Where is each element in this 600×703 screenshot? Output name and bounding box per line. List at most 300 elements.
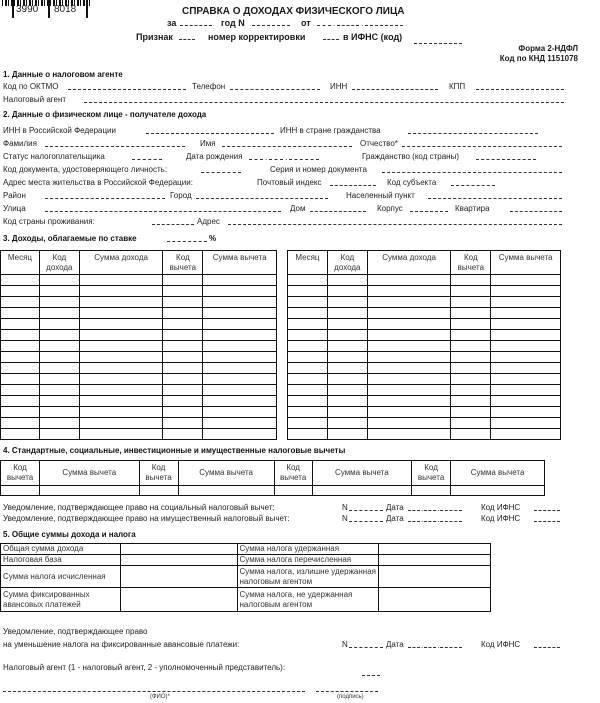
cell[interactable] [1,363,40,374]
cell[interactable] [288,352,328,363]
cell[interactable] [178,486,274,496]
birth-date-field[interactable]: . . [249,152,319,162]
tax-not-withheld-label: Сумма налога, не удержанная налоговым агентом [237,588,379,612]
inn-citizenship-field[interactable] [408,126,538,136]
cell[interactable] [367,407,451,418]
table-row[interactable] [288,374,561,385]
barcode-edge [12,0,14,18]
col-income-code: Код дохода [327,251,367,275]
cell[interactable] [39,330,79,341]
cell[interactable] [367,297,451,308]
property-n-field[interactable] [349,514,383,524]
cell[interactable] [203,363,277,374]
cell[interactable] [451,407,491,418]
advance-date-label: Дата [386,640,404,649]
table-row[interactable] [288,418,561,429]
advance-n-label: N [342,640,348,649]
doc-code-label: Код документа, удостоверяющего личность: [3,165,168,174]
table-row[interactable] [1,275,277,286]
cell[interactable] [203,374,277,385]
doc-code-field[interactable] [201,165,241,175]
totals-table [0,543,491,612]
advance-ifns-field[interactable] [534,640,560,650]
cell[interactable] [288,286,328,297]
cell[interactable] [288,407,328,418]
cell[interactable] [79,297,163,308]
table-row[interactable] [1,363,277,374]
cell[interactable] [451,429,491,440]
table-row[interactable] [288,407,561,418]
phone-field[interactable] [230,82,320,92]
tax-calculated-label: Сумма налога исчисленная [1,566,121,588]
cell[interactable] [203,341,277,352]
cell[interactable] [79,286,163,297]
cell[interactable] [491,308,561,319]
cell[interactable] [451,396,491,407]
cell[interactable] [1,308,40,319]
tax-base-value[interactable] [120,555,237,566]
cell[interactable] [451,341,491,352]
cell[interactable] [163,330,203,341]
cell[interactable] [367,308,451,319]
cell[interactable] [1,275,40,286]
cell[interactable] [491,407,561,418]
table-row[interactable] [288,341,561,352]
doc-series-label: Серия и номер документа [270,165,367,174]
oktmo-label: Код по ОКТМО [3,82,59,91]
table-row[interactable] [288,363,561,374]
table-row[interactable] [1,418,277,429]
table-row[interactable] [288,319,561,330]
header-za-label: за [167,18,177,28]
advance-notice-label-2: на уменьшение налога на фиксированные авансовые платежи: [3,640,240,649]
col-deduction-code: Код вычета [412,461,451,486]
cell[interactable] [367,374,451,385]
cell[interactable] [451,486,545,496]
header-ifns-label: в ИФНС (код) [343,32,403,42]
doc-series-field[interactable] [382,165,562,175]
col-deduction-code: Код вычета [1,461,40,486]
cell[interactable] [39,286,79,297]
cell[interactable] [203,330,277,341]
cell[interactable] [79,385,163,396]
cell[interactable] [1,330,40,341]
cell[interactable] [367,330,451,341]
cell[interactable] [1,385,40,396]
cell[interactable] [163,275,203,286]
phone-label: Телефон [192,82,226,91]
cell[interactable] [367,429,451,440]
building-label: Корпус [377,204,403,213]
agent-inn-field[interactable] [352,82,438,92]
correction-field[interactable] [323,32,339,42]
table-row[interactable] [288,275,561,286]
cell[interactable] [327,418,367,429]
cell[interactable] [203,297,277,308]
section-2-title: 2. Данные о физическом лице - получателе дохода [3,110,207,119]
col-month: Месяц [1,251,40,275]
cell[interactable] [327,297,367,308]
section-3-title: 3. Доходы, облагаемые по ставке [3,234,137,243]
cell[interactable] [288,275,328,286]
cell[interactable] [79,308,163,319]
advance-n-field[interactable] [349,640,383,650]
table-row[interactable] [1,374,277,385]
property-ifns-label: Код ИФНС [481,514,521,523]
tax-not-withheld-value[interactable] [379,588,491,612]
cell[interactable] [367,352,451,363]
cell[interactable] [491,319,561,330]
cell[interactable] [39,429,79,440]
cell[interactable] [451,297,491,308]
cell[interactable] [1,341,40,352]
tax-overwithheld-value[interactable] [379,566,491,588]
cell[interactable] [39,385,79,396]
cell[interactable] [327,396,367,407]
table-row[interactable] [288,429,561,440]
fixed-advance-value[interactable] [120,588,237,612]
barcode-number-right: 8018 [54,4,77,15]
cell[interactable] [451,330,491,341]
tax-overwithheld-label: Сумма налога, излишне удержанная налоговым агентом [237,566,379,588]
oktmo-field[interactable] [68,82,186,92]
country-code-field[interactable] [152,217,194,227]
table-row[interactable] [288,396,561,407]
table-row[interactable] [288,330,561,341]
advance-date-field[interactable]: . . [408,640,462,650]
cell[interactable] [79,341,163,352]
cell[interactable] [163,385,203,396]
cell[interactable] [203,308,277,319]
cell[interactable] [79,374,163,385]
cell[interactable] [367,385,451,396]
birth-date-label: Дата рождения [186,152,243,161]
name-label: Имя [200,139,216,148]
cell[interactable] [491,418,561,429]
cell[interactable] [79,429,163,440]
apartment-label: Квартира [455,204,490,213]
cell[interactable] [203,286,277,297]
cell[interactable] [203,418,277,429]
cell[interactable] [79,275,163,286]
cell[interactable] [367,418,451,429]
col-income-sum: Сумма дохода [79,251,163,275]
citizenship-field[interactable] [476,152,536,162]
cell[interactable] [288,341,328,352]
cell[interactable] [1,319,40,330]
cell[interactable] [39,352,79,363]
tax-rate-field[interactable] [167,234,207,244]
cell[interactable] [203,319,277,330]
cell[interactable] [79,330,163,341]
signature-field[interactable] [316,684,378,694]
header-sign-label: Признак [136,32,173,42]
cell[interactable] [451,385,491,396]
cell[interactable] [39,363,79,374]
ifns-code-field[interactable] [414,36,462,46]
tax-withheld-label: Сумма налога удержанная [237,544,379,555]
cell[interactable] [288,396,328,407]
percent-sign: % [209,234,217,243]
cell[interactable] [39,275,79,286]
period-field[interactable] [180,18,212,28]
col-deduction-sum: Сумма вычета [451,461,545,486]
cell[interactable] [203,275,277,286]
table-row[interactable] [288,286,561,297]
cell[interactable] [79,407,163,418]
table-row[interactable] [1,486,545,496]
cell[interactable] [288,418,328,429]
cell[interactable] [163,352,203,363]
cell[interactable] [327,275,367,286]
cell[interactable] [451,374,491,385]
cell[interactable] [491,297,561,308]
cell[interactable] [451,352,491,363]
property-ifns-field[interactable] [534,514,560,524]
cell[interactable] [327,286,367,297]
region-code-field[interactable] [451,178,495,188]
cell[interactable] [39,407,79,418]
total-income-label: Общая сумма дохода [1,544,121,555]
table-row[interactable] [1,352,277,363]
social-date-field[interactable]: . . [408,503,462,513]
cell[interactable] [367,286,451,297]
name-field[interactable] [222,139,352,149]
cell[interactable] [163,363,203,374]
region-code-label: Код субъекта [387,178,437,187]
table-row[interactable] [1,429,277,440]
cell[interactable] [39,396,79,407]
cell[interactable] [367,363,451,374]
agent-type-field[interactable] [362,668,380,678]
cell[interactable] [451,308,491,319]
fio-caption: (ФИО)* [150,694,170,700]
cell[interactable] [491,286,561,297]
cell[interactable] [288,385,328,396]
cell[interactable] [491,352,561,363]
cell[interactable] [367,396,451,407]
cell[interactable] [1,374,40,385]
cell[interactable] [203,352,277,363]
cell[interactable] [39,319,79,330]
postal-code-field[interactable] [330,178,376,188]
cell[interactable] [39,297,79,308]
cell[interactable] [367,319,451,330]
address-field[interactable] [228,217,562,227]
cell[interactable] [491,341,561,352]
fixed-advance-label: Сумма фиксированных авансовых платежей [1,588,121,612]
cell[interactable] [163,407,203,418]
table-row [1,566,491,588]
tax-transferred-value[interactable] [379,555,491,566]
property-date-field[interactable]: . . [408,514,462,524]
building-field[interactable] [410,204,448,214]
total-income-value[interactable] [120,544,237,555]
advance-notice-label-1: Уведомление, подтверждающее право [3,627,148,636]
cell[interactable] [203,396,277,407]
cell[interactable] [1,486,40,496]
table-row[interactable] [288,385,561,396]
social-n-label: N [342,503,348,512]
col-deduction-code: Код вычета [274,461,312,486]
table-row[interactable] [1,396,277,407]
cell[interactable] [274,486,312,496]
col-deduction-code: Код вычета [139,461,178,486]
header-correction-label: номер корректировки [208,32,306,42]
cell[interactable] [203,429,277,440]
cell[interactable] [139,486,178,496]
cell[interactable] [163,308,203,319]
cell[interactable] [203,385,277,396]
table-row[interactable] [1,385,277,396]
cell[interactable] [39,308,79,319]
form-name: Форма 2-НДФЛ [518,44,578,53]
cell[interactable] [451,418,491,429]
cell[interactable] [1,297,40,308]
table-row[interactable] [1,319,277,330]
col-deduction-sum: Сумма вычета [491,251,561,275]
inn-rf-field[interactable] [146,126,274,136]
cell[interactable] [288,308,328,319]
cell[interactable] [288,363,328,374]
col-deduction-sum: Сумма вычета [40,461,139,486]
cell[interactable] [163,319,203,330]
table-row[interactable] [288,297,561,308]
cell[interactable] [288,330,328,341]
cell[interactable] [327,319,367,330]
cell[interactable] [491,374,561,385]
cell[interactable] [327,407,367,418]
locality-field[interactable] [428,191,562,201]
table-row[interactable] [1,407,277,418]
table-row [1,544,491,555]
sign-field[interactable] [179,32,195,42]
kpp-field[interactable] [476,82,564,92]
cell[interactable] [39,418,79,429]
cell[interactable] [1,407,40,418]
fio-field[interactable] [3,684,305,694]
country-code-label: Код страны проживания: [3,217,95,226]
cell[interactable] [491,363,561,374]
agent-inn-label: ИНН [330,82,348,91]
table-header [1,461,545,486]
col-deduction-sum: Сумма вычета [312,461,411,486]
taxpayer-status-label: Статус налогоплательщика [3,152,105,161]
cell[interactable] [79,319,163,330]
city-field[interactable] [196,191,328,201]
cell[interactable] [288,429,328,440]
cell[interactable] [451,363,491,374]
cell[interactable] [412,486,451,496]
cell[interactable] [163,374,203,385]
cell[interactable] [79,352,163,363]
cell[interactable] [367,275,451,286]
cell[interactable] [491,385,561,396]
cell[interactable] [163,418,203,429]
cell[interactable] [327,363,367,374]
cell[interactable] [327,308,367,319]
col-deduction-code: Код вычета [451,251,491,275]
cell[interactable] [327,352,367,363]
table-row[interactable] [1,297,277,308]
cell[interactable] [203,407,277,418]
cell[interactable] [491,330,561,341]
cell[interactable] [327,429,367,440]
table-row[interactable] [288,352,561,363]
cell[interactable] [1,352,40,363]
taxpayer-status-field[interactable] [132,152,162,162]
cell[interactable] [163,396,203,407]
apartment-field[interactable] [510,204,562,214]
address-label: Адрес [197,217,220,226]
table-row[interactable] [1,286,277,297]
street-field[interactable] [45,204,281,214]
cell[interactable] [1,396,40,407]
barcode [2,0,90,22]
cell[interactable] [288,297,328,308]
cell[interactable] [39,374,79,385]
date-field[interactable]: . . [317,18,403,28]
house-label: Дом [290,204,306,213]
cell[interactable] [367,341,451,352]
table-row[interactable] [288,308,561,319]
cell[interactable] [163,286,203,297]
cell[interactable] [163,429,203,440]
social-ifns-field[interactable] [534,503,560,513]
social-n-field[interactable] [349,503,383,513]
tax-agent-field[interactable] [84,95,564,105]
cell[interactable] [1,429,40,440]
cell[interactable] [1,286,40,297]
tax-withheld-value[interactable] [379,544,491,555]
cell[interactable] [288,374,328,385]
cell[interactable] [451,286,491,297]
cell[interactable] [327,330,367,341]
table-row[interactable] [1,308,277,319]
cell[interactable] [327,374,367,385]
surname-field[interactable] [45,139,185,149]
cell[interactable] [39,341,79,352]
number-field[interactable] [252,18,290,28]
cell[interactable] [288,319,328,330]
address-rf-label: Адрес места жительства в Российской Федерации: [3,178,193,187]
district-field[interactable] [45,191,165,201]
deductions-table [0,460,545,496]
cell[interactable] [327,385,367,396]
cell[interactable] [79,396,163,407]
cell[interactable] [79,418,163,429]
cell[interactable] [451,319,491,330]
cell[interactable] [491,429,561,440]
cell[interactable] [163,341,203,352]
patronymic-field[interactable] [402,139,562,149]
cell[interactable] [79,363,163,374]
cell[interactable] [40,486,139,496]
table-row[interactable] [1,341,277,352]
cell[interactable] [491,275,561,286]
cell[interactable] [312,486,411,496]
cell[interactable] [491,396,561,407]
tax-calculated-value[interactable] [120,566,237,588]
cell[interactable] [163,297,203,308]
cell[interactable] [1,418,40,429]
table-row[interactable] [1,330,277,341]
cell[interactable] [451,275,491,286]
cell[interactable] [327,341,367,352]
income-table-right [287,250,561,440]
locality-label: Населенный пункт [346,191,415,200]
house-field[interactable] [310,204,366,214]
